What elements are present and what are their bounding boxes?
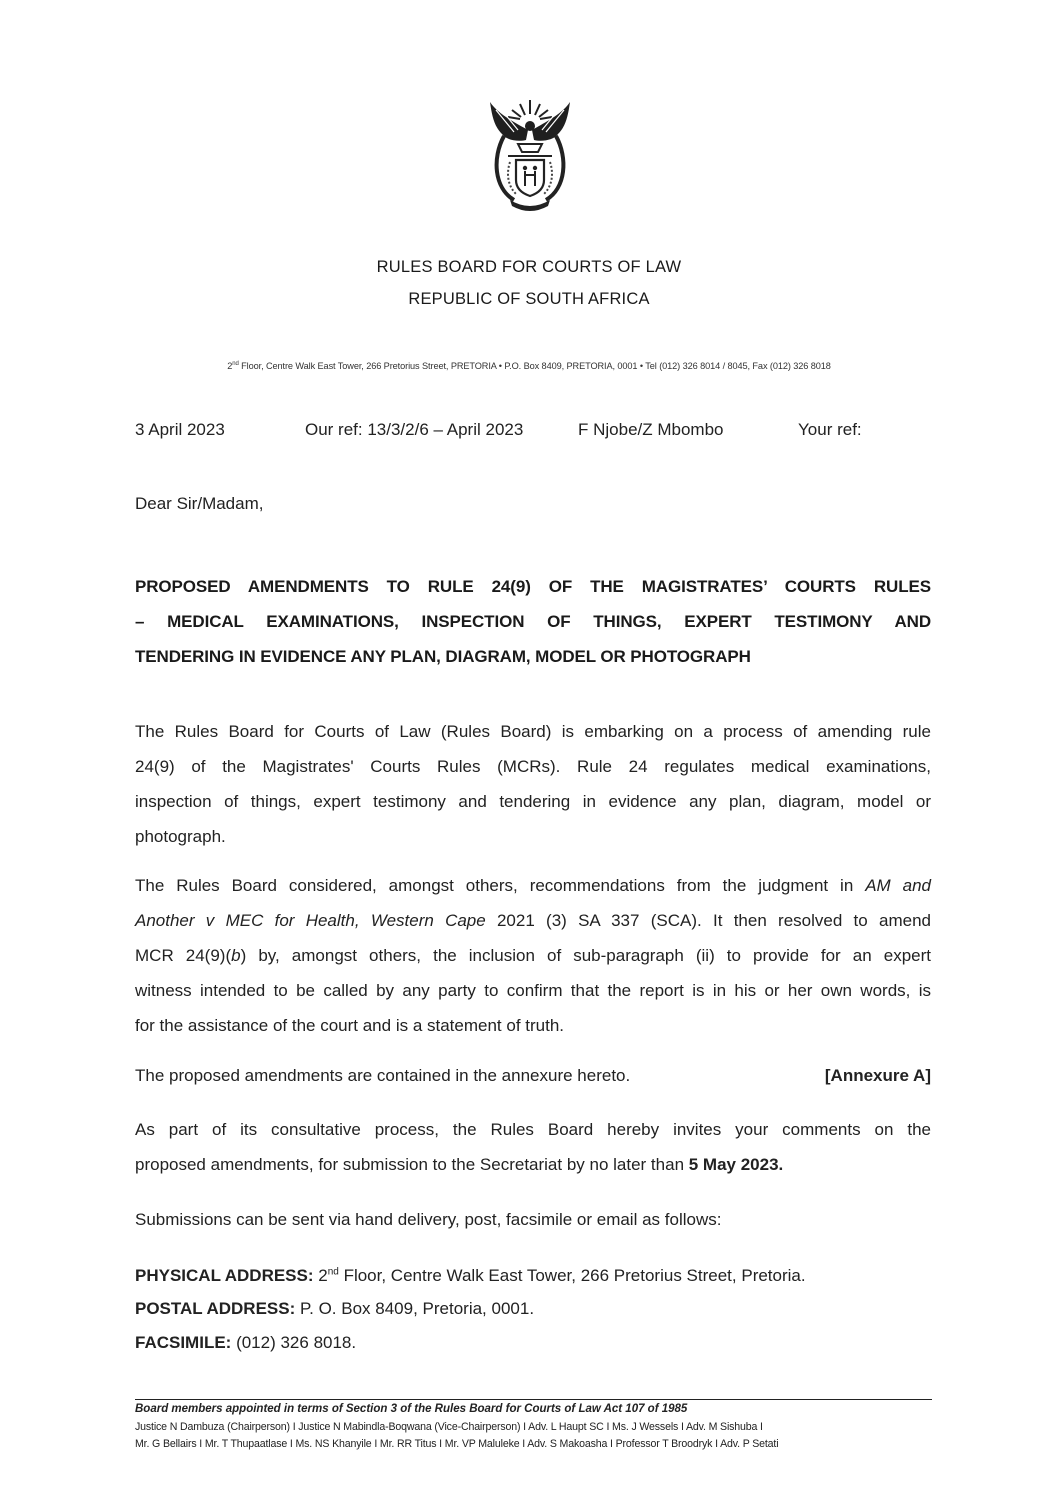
paragraph-line: witness intended to be called by any party to confirm that the report is in his or her own words, is [135,981,931,1000]
physical-address-label: PHYSICAL ADDRESS: [135,1266,314,1285]
case-citation-italic: AM and [865,876,932,895]
organization-country: REPUBLIC OF SOUTH AFRICA [408,290,650,308]
text-run: The Rules Board considered, amongst others, recommendations from the judgment in [135,876,866,895]
subrule-italic: b [231,946,241,965]
paragraph-line: inspection of things, expert testimony and tendering in evidence any plan, diagram, model or [135,792,931,811]
postal-address-label: POSTAL ADDRESS: [135,1299,296,1318]
footer-divider [135,1399,932,1400]
paragraph-line: The Rules Board for Courts of Law (Rules Board) is embarking on a process of amending rule [135,722,931,741]
letterhead-contact-details [0,361,1058,371]
body-paragraph-judgment [135,868,931,1043]
paragraph-line: The proposed amendments are contained in the annexure hereto. [135,1066,631,1085]
paragraph-line [135,938,931,973]
paragraph-line: As part of its consultative process, the Rules Board hereby invites your comments on the [135,1120,931,1139]
body-paragraph-intro [135,714,931,854]
organization-name: RULES BOARD FOR COURTS OF LAW [376,258,682,276]
case-citation-italic: Another v MEC for Health, Western Cape [135,911,486,930]
physical-address-value: Floor, Centre Walk East Tower, 266 Pretorius Street, Pretoria. [338,1266,806,1285]
postal-address-value: P. O. Box 8409, Pretoria, 0001. [295,1299,535,1318]
contact-floor-suffix: nd [232,361,239,367]
text-run: ) by, amongst others, the inclusion of sub-paragraph (ii) to provide for an expert [240,946,931,965]
text-run: 2021 (3) SA 337 (SCA). It then resolved to amend [485,911,931,930]
letter-subject-heading [135,569,931,674]
board-members-line: Mr. G Bellairs I Mr. T Thupaatlase I Ms. NS Khanyile I Mr. RR Titus I Mr. VP Maluleke I Adv. S Makoasha I Professor T Broodryk I Adv. P Setati [135,1438,779,1450]
coat-of-arms-icon [484,96,576,214]
paragraph-line: 24(9) of the Magistrates' Courts Rules (MCRs). Rule 24 regulates medical examinations, [135,757,931,776]
our-reference: Our ref: 13/3/2/6 – April 2023 [305,420,524,439]
physical-address [135,1266,806,1286]
paragraph-line: photograph. [135,827,226,846]
paragraph-line: Submissions can be sent via hand delivery, post, facsimile or email as follows: [135,1210,722,1229]
subject-line: PROPOSED AMENDMENTS TO RULE 24(9) OF THE MAGISTRATES’ COURTS RULES [135,577,931,596]
subject-line: – MEDICAL EXAMINATIONS, INSPECTION OF THINGS, EXPERT TESTIMONY AND [135,612,931,631]
body-paragraph-annexure [135,1058,931,1093]
paragraph-line [135,903,931,938]
salutation: Dear Sir/Madam, [135,494,264,513]
submission-deadline: 5 May 2023. [688,1155,784,1174]
text-run: proposed amendments, for submission to the Secretariat by no later than [135,1155,689,1174]
footer-heading: Board members appointed in terms of Section 3 of the Rules Board for Courts of Law Act 107 of 1985 [135,1403,688,1415]
author-reference: F Njobe/Z Mbombo [578,420,724,439]
facsimile [135,1333,356,1353]
paragraph-line [135,1147,931,1182]
annexure-reference: [Annexure A] [824,1066,931,1085]
board-members-line: Justice N Dambuza (Chairperson) I Justice N Mabindla-Boqwana (Vice-Chairperson) I Adv. L Haupt SC I Ms. J Wessels I Adv. M Sishuba I [135,1421,763,1433]
body-paragraph-invitation [135,1112,931,1182]
contact-details-text: Floor, Centre Walk East Tower, 266 Pretorius Street, PRETORIA • P.O. Box 8409, PRETORIA, 0001 • Tel (012) 326 8014 / 8045, Fax (012) 326 8018 [238,361,831,372]
paragraph-line [135,868,931,903]
physical-address-floor: 2 [313,1266,328,1285]
your-reference: Your ref: [798,420,862,439]
physical-address-floor-suffix: nd [327,1266,339,1278]
contact-floor-number: 2 [227,361,233,372]
body-paragraph-submission-methods [135,1202,931,1237]
paragraph-line: for the assistance of the court and is a statement of truth. [135,1016,565,1035]
facsimile-label: FACSIMILE: [135,1333,232,1352]
subject-line: TENDERING IN EVIDENCE ANY PLAN, DIAGRAM, MODEL OR PHOTOGRAPH [135,647,751,666]
facsimile-value: (012) 326 8018. [231,1333,357,1352]
text-run: MCR 24(9)( [135,946,232,965]
letter-date: 3 April 2023 [135,420,225,439]
postal-address [135,1299,534,1319]
